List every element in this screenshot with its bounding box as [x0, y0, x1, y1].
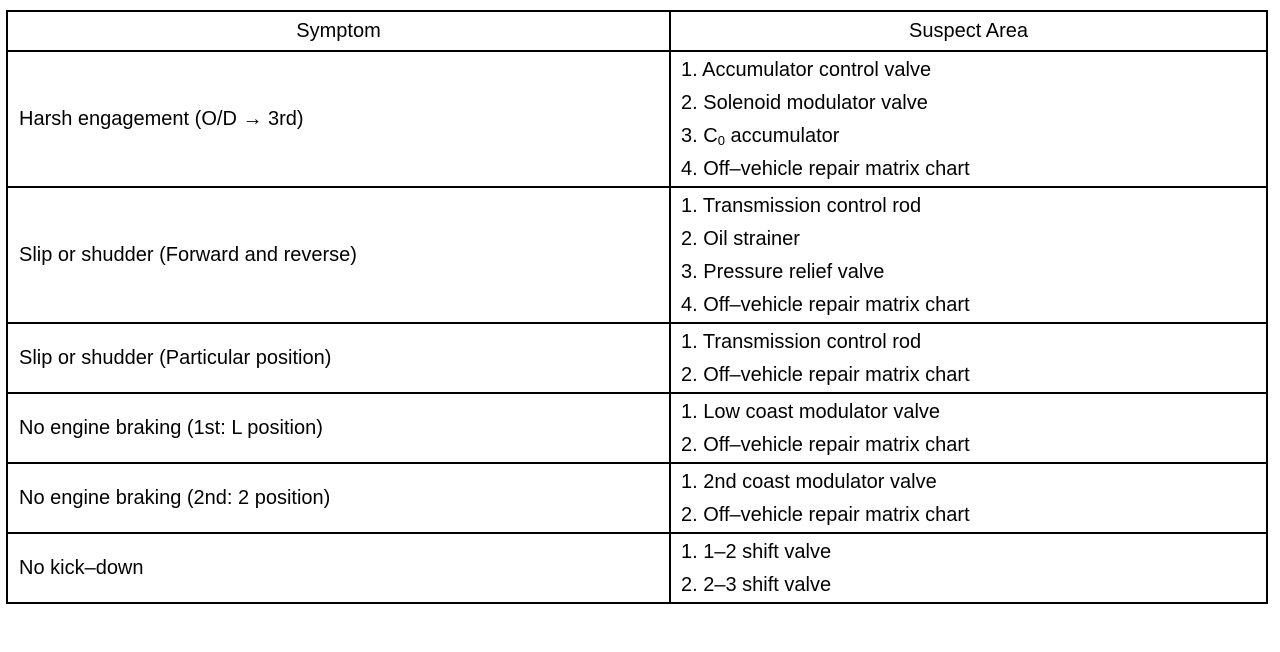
suspect-item: 1. Transmission control rod	[681, 331, 922, 353]
suspect-item: 1. 1–2 shift valve	[681, 541, 832, 563]
suspect-item: 2. Off–vehicle repair matrix chart	[681, 434, 970, 456]
suspect-item: 1. Accumulator control valve	[681, 59, 932, 81]
suspect-area-cell	[670, 533, 1267, 603]
table-row	[7, 51, 1267, 187]
suspect-item: 2. Solenoid modulator valve	[681, 92, 928, 114]
symptom-cell: No kick–down	[7, 533, 670, 603]
suspect-item: 1. Transmission control rod	[681, 195, 922, 217]
suspect-area-cell	[670, 51, 1267, 187]
suspect-area-header: Suspect Area	[670, 11, 1267, 51]
suspect-item: 3. $C_0$ accumulator	[681, 125, 840, 148]
suspect-item: 1. 2nd coast modulator valve	[681, 471, 937, 493]
suspect-item: 2. 2–3 shift valve	[681, 574, 832, 596]
table-row	[7, 393, 1267, 463]
suspect-item: 1. Low coast modulator valve	[681, 401, 941, 423]
suspect-item: 4. Off–vehicle repair matrix chart	[681, 158, 970, 180]
suspect-item: 2. Oil strainer	[681, 228, 800, 250]
header-row	[7, 11, 1267, 51]
suspect-item: 2. Off–vehicle repair matrix chart	[681, 504, 970, 526]
suspect-item: 2. Off–vehicle repair matrix chart	[681, 364, 970, 386]
symptom-cell: Slip or shudder (Particular position)	[7, 323, 670, 393]
table-row	[7, 463, 1267, 533]
suspect-area-cell	[670, 393, 1267, 463]
suspect-area-cell	[670, 187, 1267, 323]
symptom-cell: Harsh engagement (O/D → 3rd)	[7, 51, 670, 187]
table-row	[7, 323, 1267, 393]
symptom-header: Symptom	[7, 11, 670, 51]
suspect-area-cell	[670, 323, 1267, 393]
table-row	[7, 533, 1267, 603]
symptom-cell: No engine braking (1st: L position)	[7, 393, 670, 463]
suspect-area-cell	[670, 463, 1267, 533]
troubleshooting-table	[6, 10, 1268, 604]
table-row	[7, 187, 1267, 323]
suspect-item: 3. Pressure relief valve	[681, 261, 885, 283]
symptom-cell: No engine braking (2nd: 2 position)	[7, 463, 670, 533]
suspect-item: 4. Off–vehicle repair matrix chart	[681, 294, 970, 316]
symptom-cell: Slip or shudder (Forward and reverse)	[7, 187, 670, 323]
